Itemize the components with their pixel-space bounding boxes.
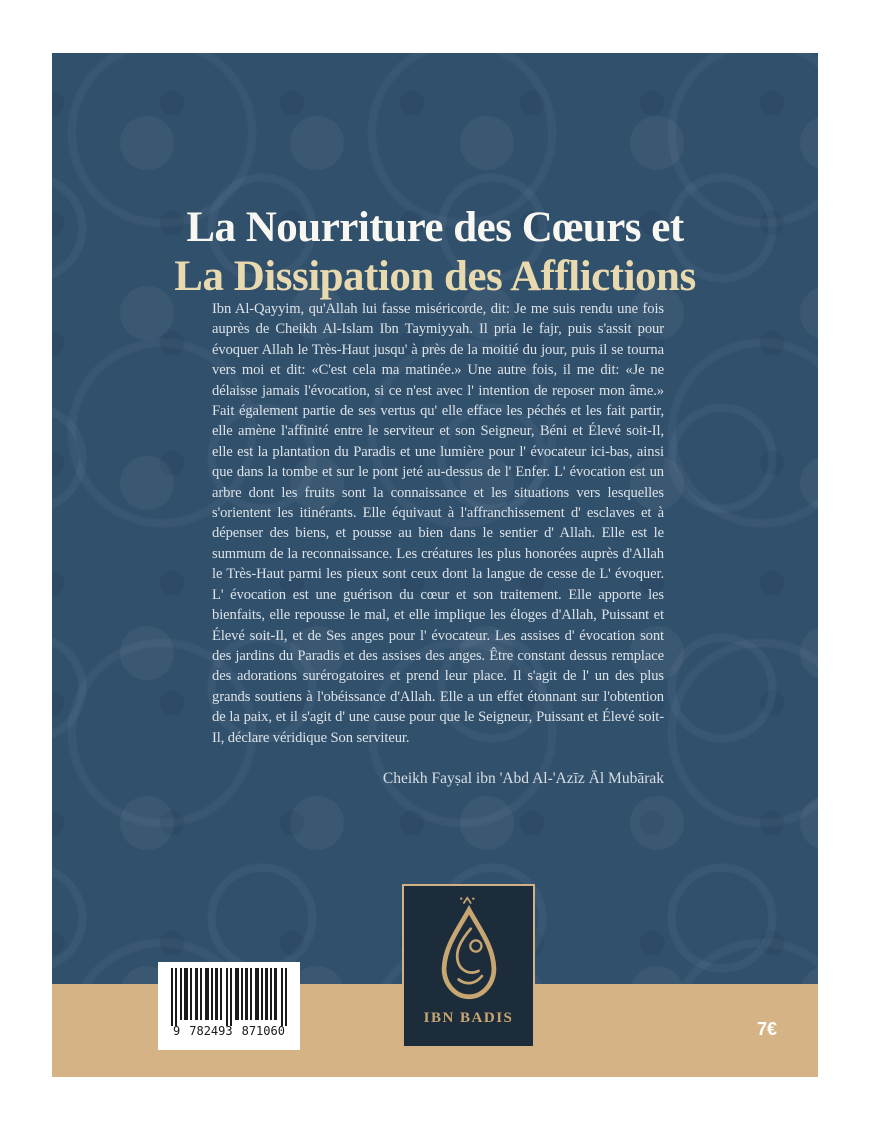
description-paragraph: Ibn Al-Qayyim, qu'Allah lui fasse miséricorde, dit: Je me suis rendu une fois auprès de Cheikh Al-Islam Ibn Taymiyyah. Il pria le fajr, puis s'assit pour évoquer Allah le Très-Haut jusqu' à près de la moitié du jour, puis il se tourna vers moi et dit: «C'est cela ma matinée.» Une autre fois, il me dit: «Je ne délaisse jamais l'évocation, si ce n'est avec l' intention de reposer mon âme.» Fait également partie de ses vertus qu' elle efface les péchés et les fait partir, elle amène l'affinité entre le serviteur et son Seigneur, Béni et Élevé soit-Il, elle est la plantation du Paradis et une lumière pour l' évocateur ici-bas, ainsi que dans la tombe et sur le pont jeté au-dessus de l' Enfer. L' évocation est un arbre dont les fruits sont la connaissance et les situations vers lesquelles s'orientent les itinérants. Elle équivaut à l'affranchissement d' esclaves et à dépenser des biens, et pousse au bien dans le sentier d' Allah. Elle est le summum de la reconnaissance. Les créatures les plus honorées auprès d'Allah le Très-Haut parmi les pieux sont ceux dont la langue de cesse de L' évoquer. L' évocation est une guérison du cœur et son traitement. Elle apporte les bienfaits, elle repousse le mal, et elle implique les éloges d'Allah, Puissant et Élevé soit-Il, et de Ses anges pour l' évocateur. Les assises d' évocation sont des jardins du Paradis et des assises des anges. Être constant dessus remplace des adorations surérogatoires et prend leur place. Il s'agit de l' un des plus grands soutiens à l'obéissance d'Allah. Elle a un effet étonnant sur l'obtention de la paix, et il s'agit d' une cause pour que le Seigneur, Puissant et Élevé soit-Il, déclare véridique Son serviteur. — [212, 301, 664, 746]
barcode-icon — [169, 968, 289, 1026]
isbn-barcode — [158, 962, 300, 1050]
barcode-digits — [173, 1025, 285, 1037]
price-label: 7€ — [756, 1019, 778, 1039]
back-cover-text-column — [212, 299, 664, 788]
title-line-2: La Dissipation des Afflictions — [174, 253, 696, 300]
barcode-prefix: 9 — [173, 1024, 181, 1038]
publisher-name: IBN BADIS — [423, 1010, 514, 1026]
cover-background — [52, 53, 818, 1077]
barcode-group2: 871060 — [241, 1024, 285, 1038]
title-line-1: La Nourriture des Cœurs et — [186, 204, 684, 251]
arabic-calligraphy-icon — [426, 896, 512, 1008]
publisher-logo — [402, 884, 535, 1048]
book-title — [52, 203, 818, 301]
author-name: Cheikh Fayṣal ibn 'Abd Al-'Azīz Āl Mubārak — [382, 769, 664, 787]
barcode-group1: 782493 — [189, 1024, 233, 1038]
